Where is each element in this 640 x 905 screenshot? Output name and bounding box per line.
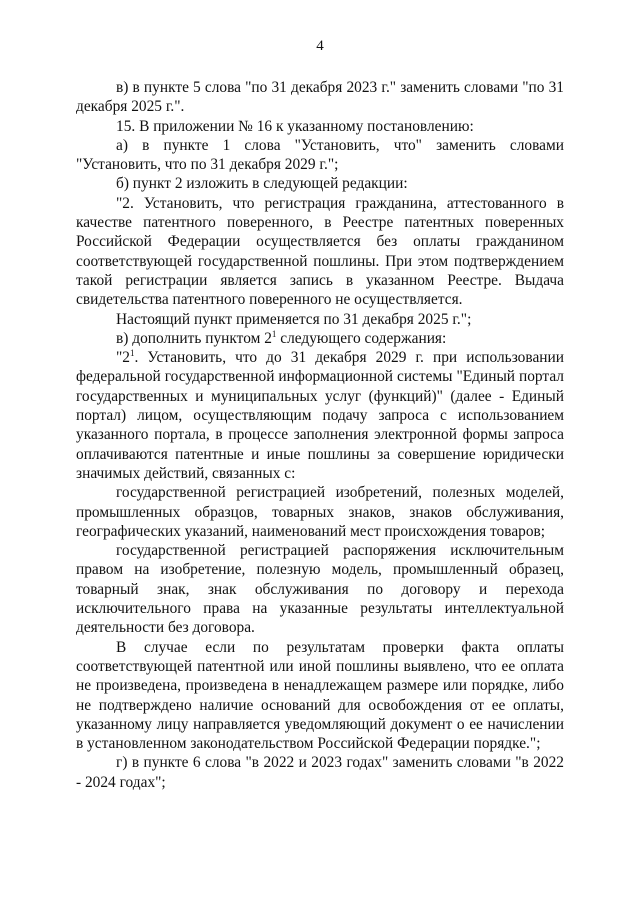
- paragraph-add-2-1: в) дополнить пунктом $2^1$ следующего содержания:: [116, 328, 447, 347]
- paragraph-point-2-1: "$2^1$. Установить, что до 31 декабря 2029 г. при использовании федеральной государственной информационной системы "Единый портал государственных и муниципальных услуг (функций)" (далее - Единый портал) лицом, осуществляющим подачу запроса с использованием указанного портала, в процессе заполнения электронной формы запроса оплачиваются патентные и иные пошлины за совершение юридически значимых действий, связанных с:: [76, 348, 564, 482]
- paragraph-amend-5v: в) в пункте 5 слова "по 31 декабря 2023 г." заменить словами "по 31 декабря 2025 г.".: [76, 79, 564, 116]
- paragraph-applies-until: Настоящий пункт применяется по 31 декабря 2025 г.";: [116, 310, 472, 328]
- paragraph-amend-1a: а) в пункте 1 слова "Установить, что" заменить словами "Установить, что по 31 декабря 2029 г.";: [76, 136, 564, 174]
- page-number: 4: [316, 38, 324, 54]
- paragraph-amend-2b: б) пункт 2 изложить в следующей редакции:: [116, 175, 408, 193]
- paragraph-amend-6g: г) в пункте 6 слова "в 2022 и 2023 годах" заменить словами "в 2022 - 2024 годах";: [76, 754, 564, 791]
- paragraph-registration-inventions: государственной регистрацией изобретений, полезных моделей, промышленных образцов, товарных знаков, знаков обслуживания, географических указаний, наименований мест происхождения товаров;: [76, 484, 564, 540]
- document-body: [76, 78, 564, 792]
- paragraph-payment-check: В случае если по результатам проверки факта оплаты соответствующей патентной или иной пошлины выявлено, что ее оплата не произведена, произведена в ненадлежащем размере или порядке, либо не подтверждено наличие оснований для освобождения от ее оплаты, указанному лицу направляется уведомляющий документ о ее начислении в установленном законодательством Российской Федерации порядке.";: [76, 638, 564, 753]
- paragraph-new-point-2: "2. Установить, что регистрация гражданина, аттестованного в качестве патентного поверенного, в Реестре патентных поверенных Российской Федерации осуществляется без оплаты гражданином соответствующей государственной пошлины. При этом подтверждением такой регистрации является запись в указанном Реестре. Выдача свидетельства патентного поверенного не осуществляется.: [76, 194, 564, 309]
- paragraph-item-15: 15. В приложении № 16 к указанному постановлению:: [116, 117, 474, 135]
- paragraph-registration-rights: государственной регистрацией распоряжения исключительным правом на изобретение, полезную модель, промышленный образец, товарный знак, знак обслуживания по договору и перехода исключительного права на указанные результаты интеллектуальной деятельности без договора.: [76, 542, 564, 637]
